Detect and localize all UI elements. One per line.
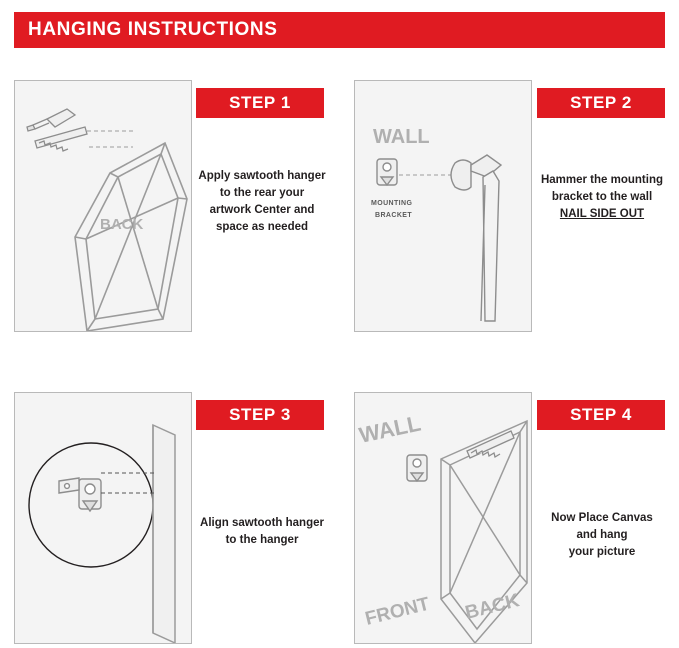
mounting-bracket-icon [59,478,101,511]
step-3-label: STEP 3 [196,400,324,430]
back-label: BACK [100,216,144,233]
step-4-drawing [355,393,531,643]
step-3-illustration [14,392,192,644]
step-1-label: STEP 1 [196,88,324,118]
page-title: HANGING INSTRUCTIONS [28,19,278,40]
step-4-text [522,510,679,561]
step-4-illustration [354,392,532,644]
step-3-drawing [15,393,191,643]
step-3-line-1: Align sawtooth hanger [200,517,324,529]
guide-lines [101,473,155,493]
step-1-line-1: Apply sawtooth hanger [198,170,326,182]
step-4-line-1: Now Place Canvas [551,512,653,524]
mounting-label: MOUNTING [371,200,413,207]
canvas-edge-icon [153,425,175,643]
step-2-line-1: Hammer the mounting [540,174,664,186]
step-1-line-3: artwork Center and [209,204,315,216]
header-bar [14,12,665,48]
step-2-text [522,172,679,223]
step-2-drawing [355,81,531,331]
step-4-line-3: your picture [568,546,636,558]
screwdriver-icon [27,109,75,131]
bracket-label: BRACKET [375,212,413,219]
back-label: BACK [463,590,522,624]
sawtooth-hanger-icon [35,127,87,151]
guide-lines [87,131,133,147]
hammer-icon [451,155,501,321]
step-2-line-2: bracket to the wall [551,191,653,203]
step-4-label: STEP 4 [537,400,665,430]
step-1-line-4: space as needed [215,221,309,233]
front-label: FRONT [363,593,432,630]
mounting-bracket-icon [407,455,427,481]
mounting-bracket-icon [377,159,397,185]
step-1-drawing [15,81,191,331]
step-2-line-3: NAIL SIDE OUT [559,208,645,220]
step-1-text [182,168,342,236]
wall-label: WALL [356,410,424,448]
step-4-line-2: and hang [576,529,628,541]
step-2-illustration [354,80,532,332]
step-1-line-2: to the rear your [219,187,305,199]
wall-label: WALL [373,126,430,148]
step-3-text [182,515,342,549]
step-1-illustration [14,80,192,332]
step-3-line-2: to the hanger [225,534,299,546]
step-2-label: STEP 2 [537,88,665,118]
